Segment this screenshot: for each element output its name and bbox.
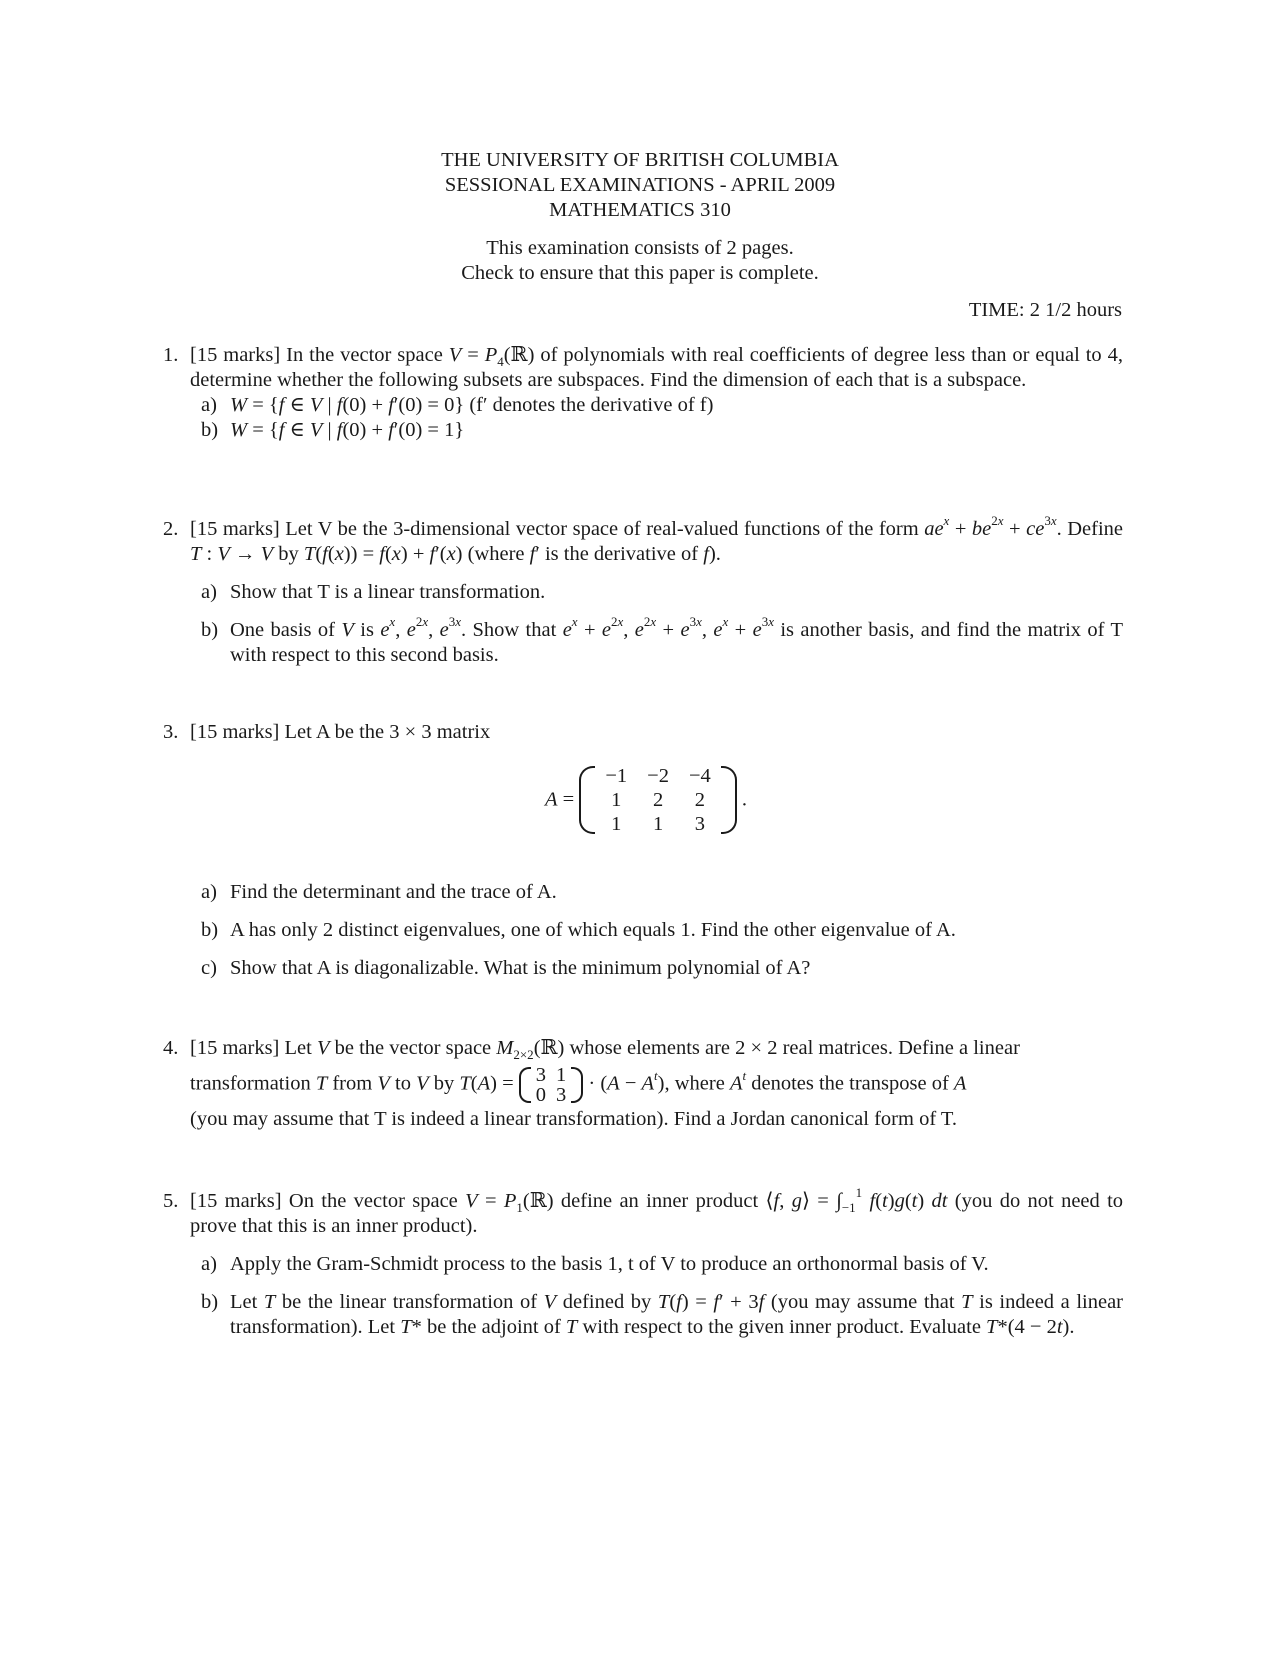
question-text: [15 marks] On the vector space $V = P_1(ℝ)$ define an inner product ⟨f, g⟩ = $\int_{-1}^1$ f(t)g(t) dt (you do not need to prove that this is an inner product).: [190, 1185, 1124, 1237]
check-note: Check to ensure that this paper is complete.: [461, 262, 819, 284]
question-4: [163, 1036, 1123, 1132]
question-text: [15 marks] Let V be the 3-dimensional vector space of real-valued functions of the form $ae^x + be^{2x} + ce^{3x}$. Define T : V → V by T(f(x)) = f(x) + f′(x) (where f′ is the derivative of f).: [190, 513, 1124, 565]
matrix-b: 3 1 0 3: [519, 1065, 584, 1105]
subpart-a: a) Find the determinant and the trace of A.: [201, 881, 557, 903]
university-name: THE UNIVERSITY OF BRITISH COLUMBIA: [441, 149, 839, 171]
question-1: [163, 343, 1123, 443]
question-text: [15 marks] Let V be the vector space $M_{2\times 2}(ℝ)$ whose elements are 2 × 2 real matrices. Define a linear transformation T from V to V by T(A) = 3 1 0 3 · $(A - A^t)$, where $A^t$ denotes the transpose of A (you may assume that T is indeed a linear transformation). Find a Jordan canonical form of T.: [190, 1037, 1020, 1130]
pages-note: This examination consists of 2 pages.: [486, 237, 794, 259]
course-line: MATHEMATICS 310: [549, 199, 731, 221]
question-number: 3.: [163, 721, 179, 743]
matrix-a: −1 −2 −4 1 2 2 1 1 3: [579, 764, 736, 836]
subpart-b: b) W = {f ∈ V | f(0) + f′(0) = 1}: [201, 419, 465, 441]
session-line: SESSIONAL EXAMINATIONS - APRIL 2009: [444, 174, 836, 196]
subpart-a: a) W = {f ∈ V | f(0) + f′(0) = 0} (f′ denotes the derivative of f): [201, 394, 714, 416]
subpart-b: b) A has only 2 distinct eigenvalues, one of which equals 1. Find the other eigenvalue of A.: [201, 919, 956, 941]
subpart-a: a) Apply the Gram-Schmidt process to the basis 1, t of V to produce an orthonormal basis of V.: [201, 1253, 989, 1275]
subpart-a: a) Show that T is a linear transformation.: [201, 581, 546, 603]
question-text: [15 marks] In the vector space $V = P_4(ℝ)$ of polynomials with real coefficients of degree less than or equal to 4, determine whether the following subsets are subspaces. Find the dimension of each that is a subspace.: [190, 344, 1123, 391]
question-text: [15 marks] Let A be the 3 × 3 matrix: [190, 721, 491, 743]
question-2: [163, 513, 1124, 668]
exam-time: TIME: 2 1/2 hours: [968, 299, 1122, 321]
question-number: 1.: [163, 344, 179, 366]
exam-header: [0, 148, 1280, 223]
subpart-b: b) Let T be the linear transformation of V defined by T(f) = f′ + 3f (you may assume that T is indeed a linear transformation). Let T* be the adjoint of T with respect to the given inner product. Evaluate T*(4 − 2t).: [201, 1291, 1123, 1338]
question-number: 5.: [163, 1190, 179, 1212]
question-number: 4.: [163, 1037, 179, 1059]
matrix-a-display: A = −1 −2 −4 1 2 2 1 1 3 .: [545, 765, 748, 835]
question-3-subparts: [163, 880, 1123, 981]
question-number: 2.: [163, 518, 179, 540]
question-5: [163, 1185, 1124, 1340]
subpart-c: c) Show that A is diagonalizable. What is the minimum polynomial of A?: [201, 957, 811, 979]
question-3: [163, 720, 1123, 745]
subpart-b: b) One basis of V is $e^x$, $e^{2x}$, $e^{3x}$. Show that $e^x + e^{2x}$, $e^{2x} + e^{3x}$, $e^x + e^{3x}$ is another basis, and find the matrix of T with respect to this second basis.: [201, 614, 1124, 666]
exam-info: [0, 236, 1280, 286]
